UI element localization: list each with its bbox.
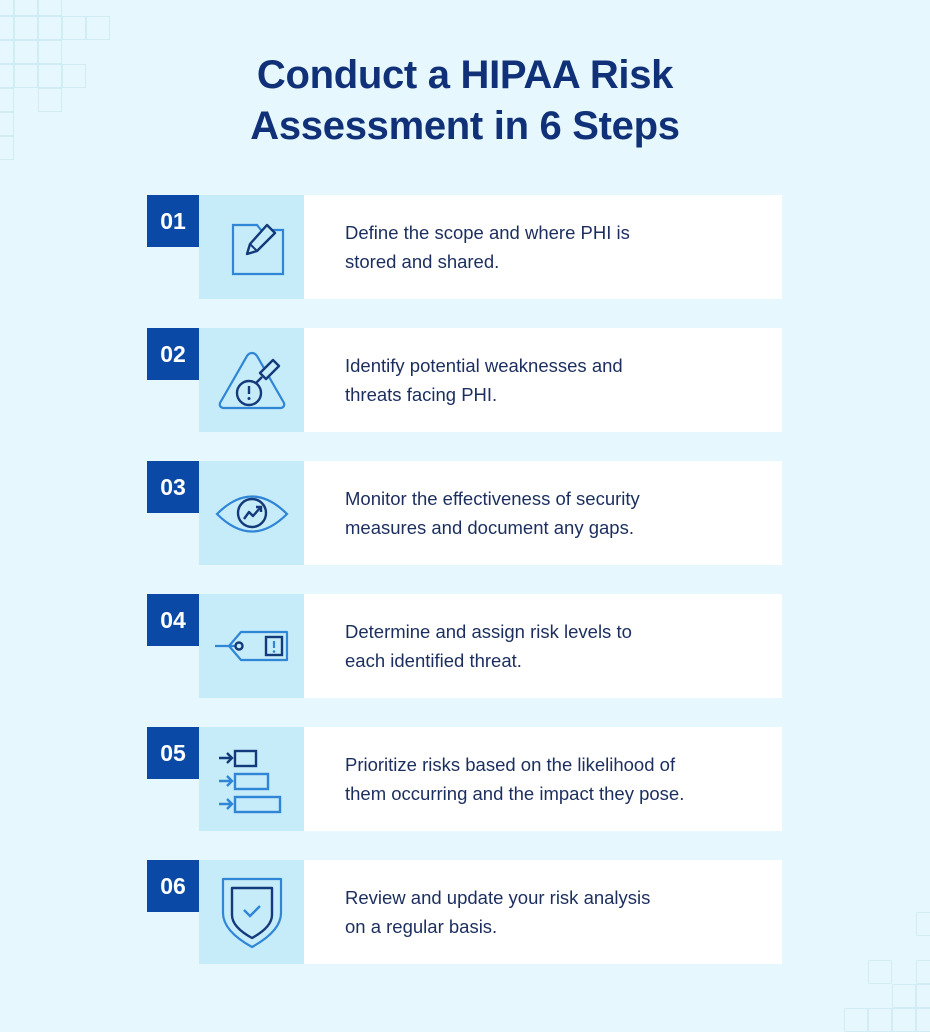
step-number: 04 (147, 594, 199, 646)
step-text-line-2: measures and document any gaps. (345, 517, 634, 538)
step-text-line-1: Identify potential weaknesses and (345, 355, 623, 376)
title-line-1: Conduct a HIPAA Risk (256, 53, 674, 97)
step-description (345, 351, 623, 409)
step-description (345, 750, 684, 808)
step-row-5 (147, 727, 782, 831)
icon-tile (199, 727, 304, 831)
icon-tile (199, 594, 304, 698)
shield-check-icon (213, 873, 291, 951)
step-text-line-2: stored and shared. (345, 251, 500, 272)
step-row-4 (147, 594, 782, 698)
icon-tile (199, 461, 304, 565)
tag-alert-icon (213, 607, 291, 685)
step-text-line-1: Define the scope and where PHI is (345, 222, 630, 243)
eye-trend-icon (213, 474, 291, 552)
step-number: 02 (147, 328, 199, 380)
step-text-line-1: Prioritize risks based on the likelihood of (345, 754, 676, 775)
step-text-line-2: each identified threat. (345, 650, 522, 671)
step-text-line-2: on a regular basis. (345, 916, 498, 937)
step-number: 06 (147, 860, 199, 912)
priority-list-icon (213, 740, 291, 818)
step-text-card (304, 195, 782, 299)
step-number: 01 (147, 195, 199, 247)
step-number: 05 (147, 727, 199, 779)
step-text-card (304, 594, 782, 698)
step-text-card (304, 860, 782, 964)
step-text-line-2: them occurring and the impact they pose. (345, 783, 685, 804)
step-text-line-2: threats facing PHI. (345, 384, 498, 405)
step-row-2 (147, 328, 782, 432)
step-row-6 (147, 860, 782, 964)
step-description (345, 218, 630, 276)
step-text-card (304, 461, 782, 565)
step-description (345, 484, 640, 542)
page-title (0, 50, 930, 152)
title-line-2: Assessment in 6 Steps (250, 104, 680, 148)
step-description (345, 883, 650, 941)
warning-magnifier-icon (213, 341, 291, 419)
step-description (345, 617, 632, 675)
step-text-card (304, 328, 782, 432)
step-text-line-1: Monitor the effectiveness of security (345, 488, 640, 509)
step-text-line-1: Review and update your risk analysis (345, 887, 651, 908)
icon-tile (199, 328, 304, 432)
folder-edit-icon (213, 208, 291, 286)
step-text-line-1: Determine and assign risk levels to (345, 621, 632, 642)
step-row-3 (147, 461, 782, 565)
step-number: 03 (147, 461, 199, 513)
icon-tile (199, 860, 304, 964)
icon-tile (199, 195, 304, 299)
step-row-1 (147, 195, 782, 299)
step-text-card (304, 727, 782, 831)
